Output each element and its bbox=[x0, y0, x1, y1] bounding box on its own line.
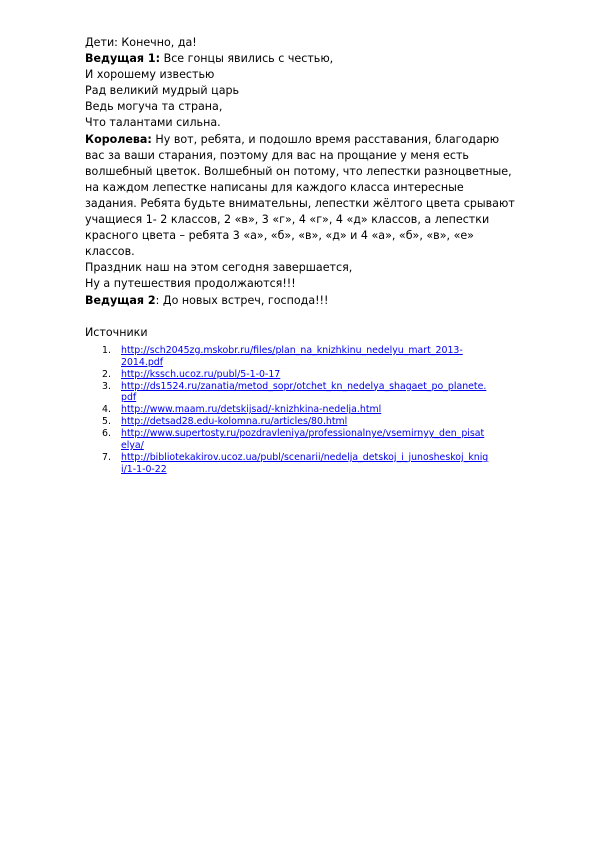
source-link[interactable]: http://detsad28.edu-kolomna.ru/articles/80.html bbox=[121, 416, 348, 428]
source-link[interactable]: 2014.pdf bbox=[121, 356, 164, 368]
poem-line: И хорошему известью bbox=[85, 68, 215, 82]
source-number: 2. bbox=[102, 368, 111, 380]
dialog-line bbox=[85, 132, 535, 148]
paragraph-line: волшебный цветок. Волшебный он потому, что лепестки разноцветные, bbox=[85, 164, 512, 178]
source-number: 5. bbox=[102, 416, 111, 428]
source-item bbox=[85, 452, 535, 476]
source-link[interactable]: http://www.maam.ru/detskijsad/-knizhkina-nedelja.html bbox=[121, 404, 382, 416]
source-number: 7. bbox=[102, 451, 111, 463]
poem-line: Что талантами сильна. bbox=[85, 116, 221, 130]
source-number: 6. bbox=[102, 428, 111, 440]
dialog-line bbox=[85, 51, 535, 67]
dialog-text: : До новых встреч, господа!!! bbox=[155, 293, 329, 307]
source-link[interactable]: http://www.supertosty.ru/pozdravleniya/professionalnye/vsemirnyy_den_pisat bbox=[121, 428, 485, 440]
source-item bbox=[85, 416, 535, 428]
source-link[interactable]: http://ds1524.ru/zanatia/metod_sopr/otchet_kn_nedelya_shagaet_po_planete. bbox=[121, 380, 487, 392]
poem-line: Ведь могуча та страна, bbox=[85, 100, 223, 114]
speaker-label: Ведущая 1: bbox=[85, 52, 161, 66]
paragraph-line: красного цвета – ребята 3 «а», «б», «в», «д» и 4 «а», «б», «в», «е» bbox=[85, 229, 474, 243]
paragraph-line: задания. Ребята будьте внимательны, лепестки жёлтого цвета срывают bbox=[85, 196, 515, 210]
source-item bbox=[85, 369, 535, 381]
source-number: 1. bbox=[102, 344, 111, 356]
source-link[interactable]: http://sch2045zg.mskobr.ru/files/plan_na_knizhkinu_nedelyu_mart_2013- bbox=[121, 344, 463, 356]
document-body bbox=[85, 35, 535, 476]
source-item bbox=[85, 345, 535, 369]
source-item bbox=[85, 404, 535, 416]
speaker-label: Королева: bbox=[85, 132, 152, 146]
source-link[interactable]: http://bibliotekakirov.ucoz.ua/publ/scenarii/nedelja_detskoj_i_junosheskoj_knig bbox=[121, 451, 489, 463]
source-number: 3. bbox=[102, 380, 111, 392]
blank-line bbox=[85, 309, 535, 325]
dialog-text: Все гонцы явились с честью, bbox=[160, 52, 334, 66]
source-item bbox=[85, 381, 535, 405]
source-link[interactable]: pdf bbox=[121, 392, 137, 404]
source-link[interactable]: elya/ bbox=[121, 440, 144, 452]
paragraph-line: на каждом лепестке написаны для каждого класса интересные bbox=[85, 180, 464, 194]
sources-heading: Источники bbox=[85, 325, 148, 339]
dialog-line: Дети: Конечно, да! bbox=[85, 36, 197, 49]
source-link[interactable]: http://kssch.ucoz.ru/publ/5-1-0-17 bbox=[121, 368, 281, 380]
source-item bbox=[85, 428, 535, 452]
speaker-label: Ведущая 2 bbox=[85, 293, 156, 307]
dialog-text: Ну вот, ребята, и подошло время расставания, благодарю bbox=[151, 132, 500, 146]
paragraph-line: Праздник наш на этом сегодня завершается, bbox=[85, 261, 353, 275]
sources-list bbox=[85, 345, 535, 476]
paragraph-line: Ну а путешествия продолжаются!!! bbox=[85, 277, 296, 291]
paragraph-line: учащиеся 1- 2 классов, 2 «в», 3 «г», 4 «г», 4 «д» классов, а лепестки bbox=[85, 213, 490, 227]
poem-line: Рад великий мудрый царь bbox=[85, 84, 240, 98]
paragraph-line: вас за ваши старания, поэтому для вас на прощание у меня есть bbox=[85, 148, 469, 162]
dialog-line bbox=[85, 293, 535, 309]
source-number: 4. bbox=[102, 404, 111, 416]
source-link[interactable]: i/1-1-0-22 bbox=[121, 463, 167, 475]
paragraph-line: классов. bbox=[85, 245, 135, 259]
